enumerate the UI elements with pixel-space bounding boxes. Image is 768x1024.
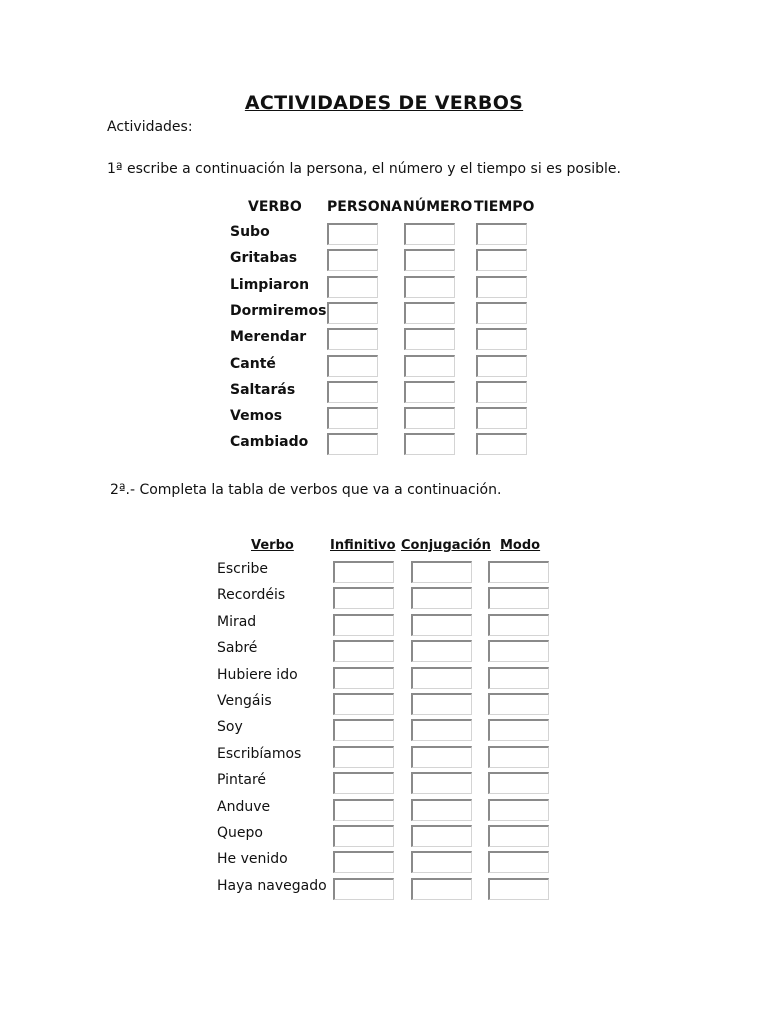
verb-label: Gritabas [230,250,298,267]
answer-box-infinitivo[interactable] [333,587,394,609]
answer-box-modo[interactable] [488,640,549,662]
answer-box-modo[interactable] [488,746,549,768]
verb-label: Sabré [217,640,258,657]
answer-box-modo[interactable] [488,825,549,847]
verb-label: Subo [230,224,270,240]
answer-box-modo[interactable] [488,878,549,900]
answer-box-infinitivo[interactable] [333,825,394,847]
answer-box-modo[interactable] [488,851,549,873]
ex1-header-persona: PERSONA [327,199,403,215]
ex2-header-verbo: Verbo [251,538,294,553]
verb-label: Mirad [217,613,257,630]
answer-box-conjugacion[interactable] [411,667,472,689]
answer-box-modo[interactable] [488,587,549,609]
answer-box-numero[interactable] [404,407,455,429]
answer-box-modo[interactable] [488,561,549,583]
activities-label: Actividades: [107,119,193,135]
verb-label: Cambiado [230,434,309,451]
answer-box-infinitivo[interactable] [333,878,394,900]
ex2-header-infinitivo: Infinitivo [330,538,396,553]
ex1-header-numero: NÚMERO [403,199,473,215]
verb-label: Vemos [230,408,283,425]
verb-label: Limpiaron [230,276,310,293]
answer-box-conjugacion[interactable] [411,561,472,583]
answer-box-conjugacion[interactable] [411,614,472,636]
answer-box-infinitivo[interactable] [333,561,394,583]
exercise-2-instruction: 2ª.- Completa la tabla de verbos que va a continuación. [110,482,502,498]
answer-box-persona[interactable] [327,276,378,298]
answer-box-modo[interactable] [488,719,549,741]
answer-box-tiempo[interactable] [476,433,527,455]
answer-box-persona[interactable] [327,223,378,245]
answer-box-persona[interactable] [327,407,378,429]
answer-box-persona[interactable] [327,433,378,455]
answer-box-conjugacion[interactable] [411,799,472,821]
answer-box-tiempo[interactable] [476,249,527,271]
verb-label: Escribe [217,561,268,577]
answer-box-tiempo[interactable] [476,223,527,245]
answer-box-numero[interactable] [404,433,455,455]
verb-label: Saltarás [230,381,296,398]
answer-box-conjugacion[interactable] [411,878,472,900]
answer-box-persona[interactable] [327,355,378,377]
answer-box-conjugacion[interactable] [411,693,472,715]
answer-box-infinitivo[interactable] [333,772,394,794]
answer-box-infinitivo[interactable] [333,640,394,662]
page-title: ACTIVIDADES DE VERBOS [244,92,524,114]
answer-box-persona[interactable] [327,381,378,403]
answer-box-conjugacion[interactable] [411,640,472,662]
verb-label: He venido [217,851,288,868]
answer-box-numero[interactable] [404,355,455,377]
answer-box-modo[interactable] [488,799,549,821]
exercise-1-instruction: 1ª escribe a continuación la persona, el número y el tiempo si es posible. [107,161,621,177]
answer-box-tiempo[interactable] [476,328,527,350]
answer-box-numero[interactable] [404,249,455,271]
answer-box-tiempo[interactable] [476,381,527,403]
verb-label: Merendar [230,329,307,346]
answer-box-infinitivo[interactable] [333,614,394,636]
answer-box-conjugacion[interactable] [411,587,472,609]
answer-box-numero[interactable] [404,381,455,403]
answer-box-numero[interactable] [404,223,455,245]
answer-box-numero[interactable] [404,302,455,324]
verb-label: Quepo [217,825,263,841]
verb-label: Dormiremos [230,302,327,319]
answer-box-conjugacion[interactable] [411,825,472,847]
ex1-header-verbo: VERBO [248,199,302,215]
verb-label: Anduve [217,798,271,815]
answer-box-modo[interactable] [488,693,549,715]
answer-box-tiempo[interactable] [476,276,527,298]
answer-box-infinitivo[interactable] [333,799,394,821]
answer-box-tiempo[interactable] [476,355,527,377]
verb-label: Canté [230,355,276,372]
answer-box-modo[interactable] [488,614,549,636]
verb-label: Vengáis [217,693,272,709]
answer-box-conjugacion[interactable] [411,851,472,873]
verb-label: Escribíamos [217,745,302,762]
answer-box-persona[interactable] [327,328,378,350]
answer-box-tiempo[interactable] [476,302,527,324]
verb-label: Pintaré [217,772,267,789]
verb-label: Haya navegado [217,877,327,894]
ex2-header-conjugacion: Conjugación [401,538,491,553]
verb-label: Hubiere ido [217,666,298,683]
answer-box-conjugacion[interactable] [411,719,472,741]
answer-box-tiempo[interactable] [476,407,527,429]
verb-label: Recordéis [217,587,286,604]
answer-box-infinitivo[interactable] [333,693,394,715]
answer-box-numero[interactable] [404,328,455,350]
ex2-header-modo: Modo [500,538,541,553]
verb-label: Soy [217,719,243,736]
answer-box-numero[interactable] [404,276,455,298]
answer-box-conjugacion[interactable] [411,772,472,794]
answer-box-persona[interactable] [327,249,378,271]
answer-box-modo[interactable] [488,667,549,689]
answer-box-persona[interactable] [327,302,378,324]
answer-box-infinitivo[interactable] [333,851,394,873]
ex1-header-tiempo: TIEMPO [474,199,535,215]
answer-box-infinitivo[interactable] [333,667,394,689]
answer-box-infinitivo[interactable] [333,746,394,768]
answer-box-modo[interactable] [488,772,549,794]
answer-box-conjugacion[interactable] [411,746,472,768]
answer-box-infinitivo[interactable] [333,719,394,741]
